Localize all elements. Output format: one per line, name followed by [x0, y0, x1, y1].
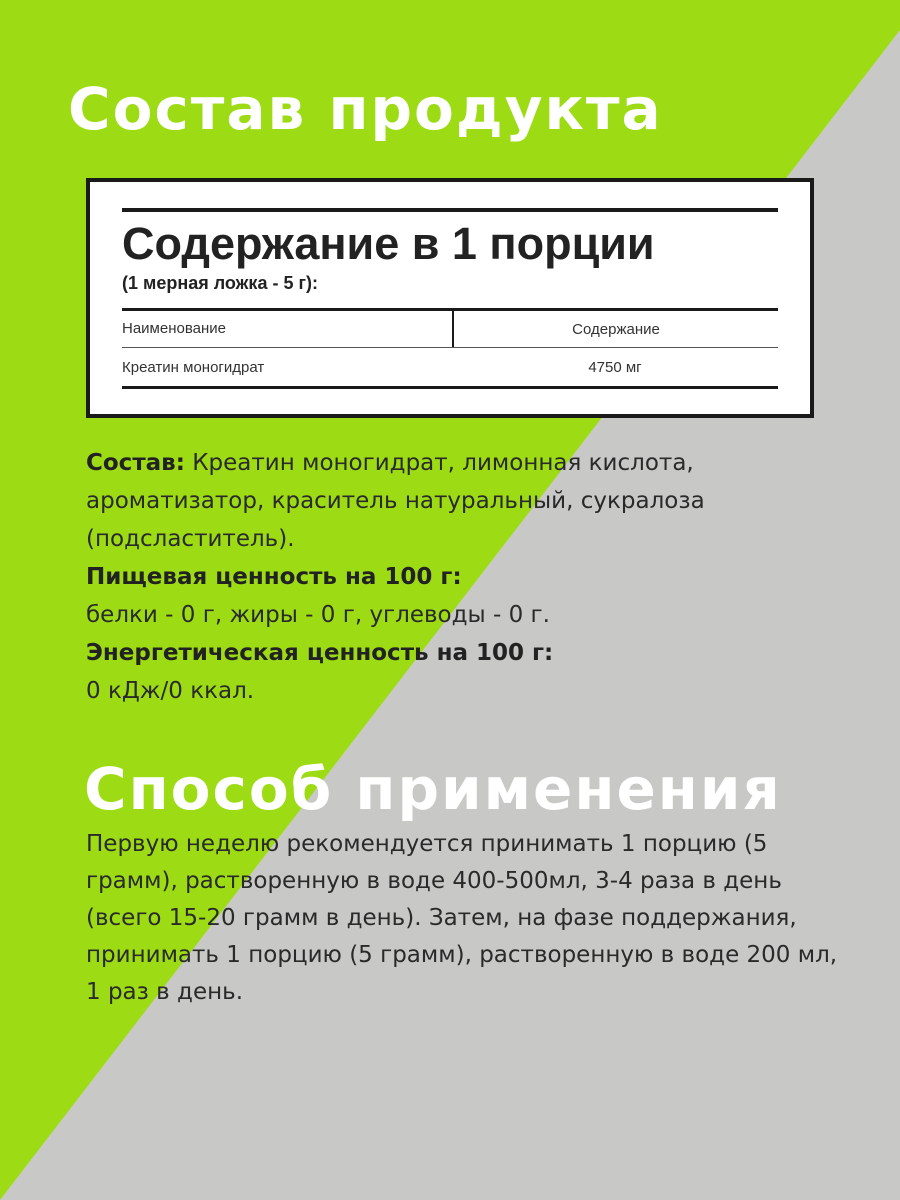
column-header-name: Наименование [122, 311, 454, 347]
top-rule [122, 208, 778, 212]
usage-paragraph: Первую неделю рекомендуется принимать 1 порцию (5 грамм), растворенную в воде 400-500мл, 3-4 раза в день (всего 15-20 грамм в день). Затем, на фазе поддержания, принимать 1 порцию (5 грамм), растворенную в воде 200 мл, 1 раз в день. [86, 831, 838, 1005]
table-row [122, 348, 778, 386]
nutrition-label [86, 558, 846, 596]
nutrition-label-text: Пищевая ценность на 100 г: [86, 564, 462, 590]
ingredients-label: Состав: [86, 450, 185, 476]
serving-title: Содержание в 1 порции [122, 218, 655, 269]
table-header-row [122, 311, 778, 347]
ingredients-paragraph [86, 444, 846, 558]
bottom-rule [122, 386, 778, 389]
composition-heading: Состав продукта [68, 75, 663, 143]
usage-text-block [86, 826, 846, 1011]
nutrition-values: белки - 0 г, жиры - 0 г, углеводы - 0 г. [86, 602, 550, 628]
column-header-value: Содержание [572, 320, 660, 338]
ingredient-amount: 4750 мг [588, 358, 642, 376]
energy-label [86, 634, 846, 672]
nutrition-facts-box [86, 178, 814, 418]
serving-subtitle: (1 мерная ложка - 5 г): [122, 273, 318, 293]
energy-values: 0 кДж/0 ккал. [86, 678, 255, 704]
nutrition-facts-inner [122, 208, 778, 389]
energy-label-text: Энергетическая ценность на 100 г: [86, 640, 554, 666]
ingredients-text: Креатин моногидрат, лимонная кислота, ароматизатор, краситель натуральный, сукралоза (подсластитель). [86, 450, 705, 552]
ingredient-name: Креатин моногидрат [122, 358, 265, 376]
usage-heading: Способ применения [84, 755, 782, 823]
composition-text-block [86, 444, 846, 710]
